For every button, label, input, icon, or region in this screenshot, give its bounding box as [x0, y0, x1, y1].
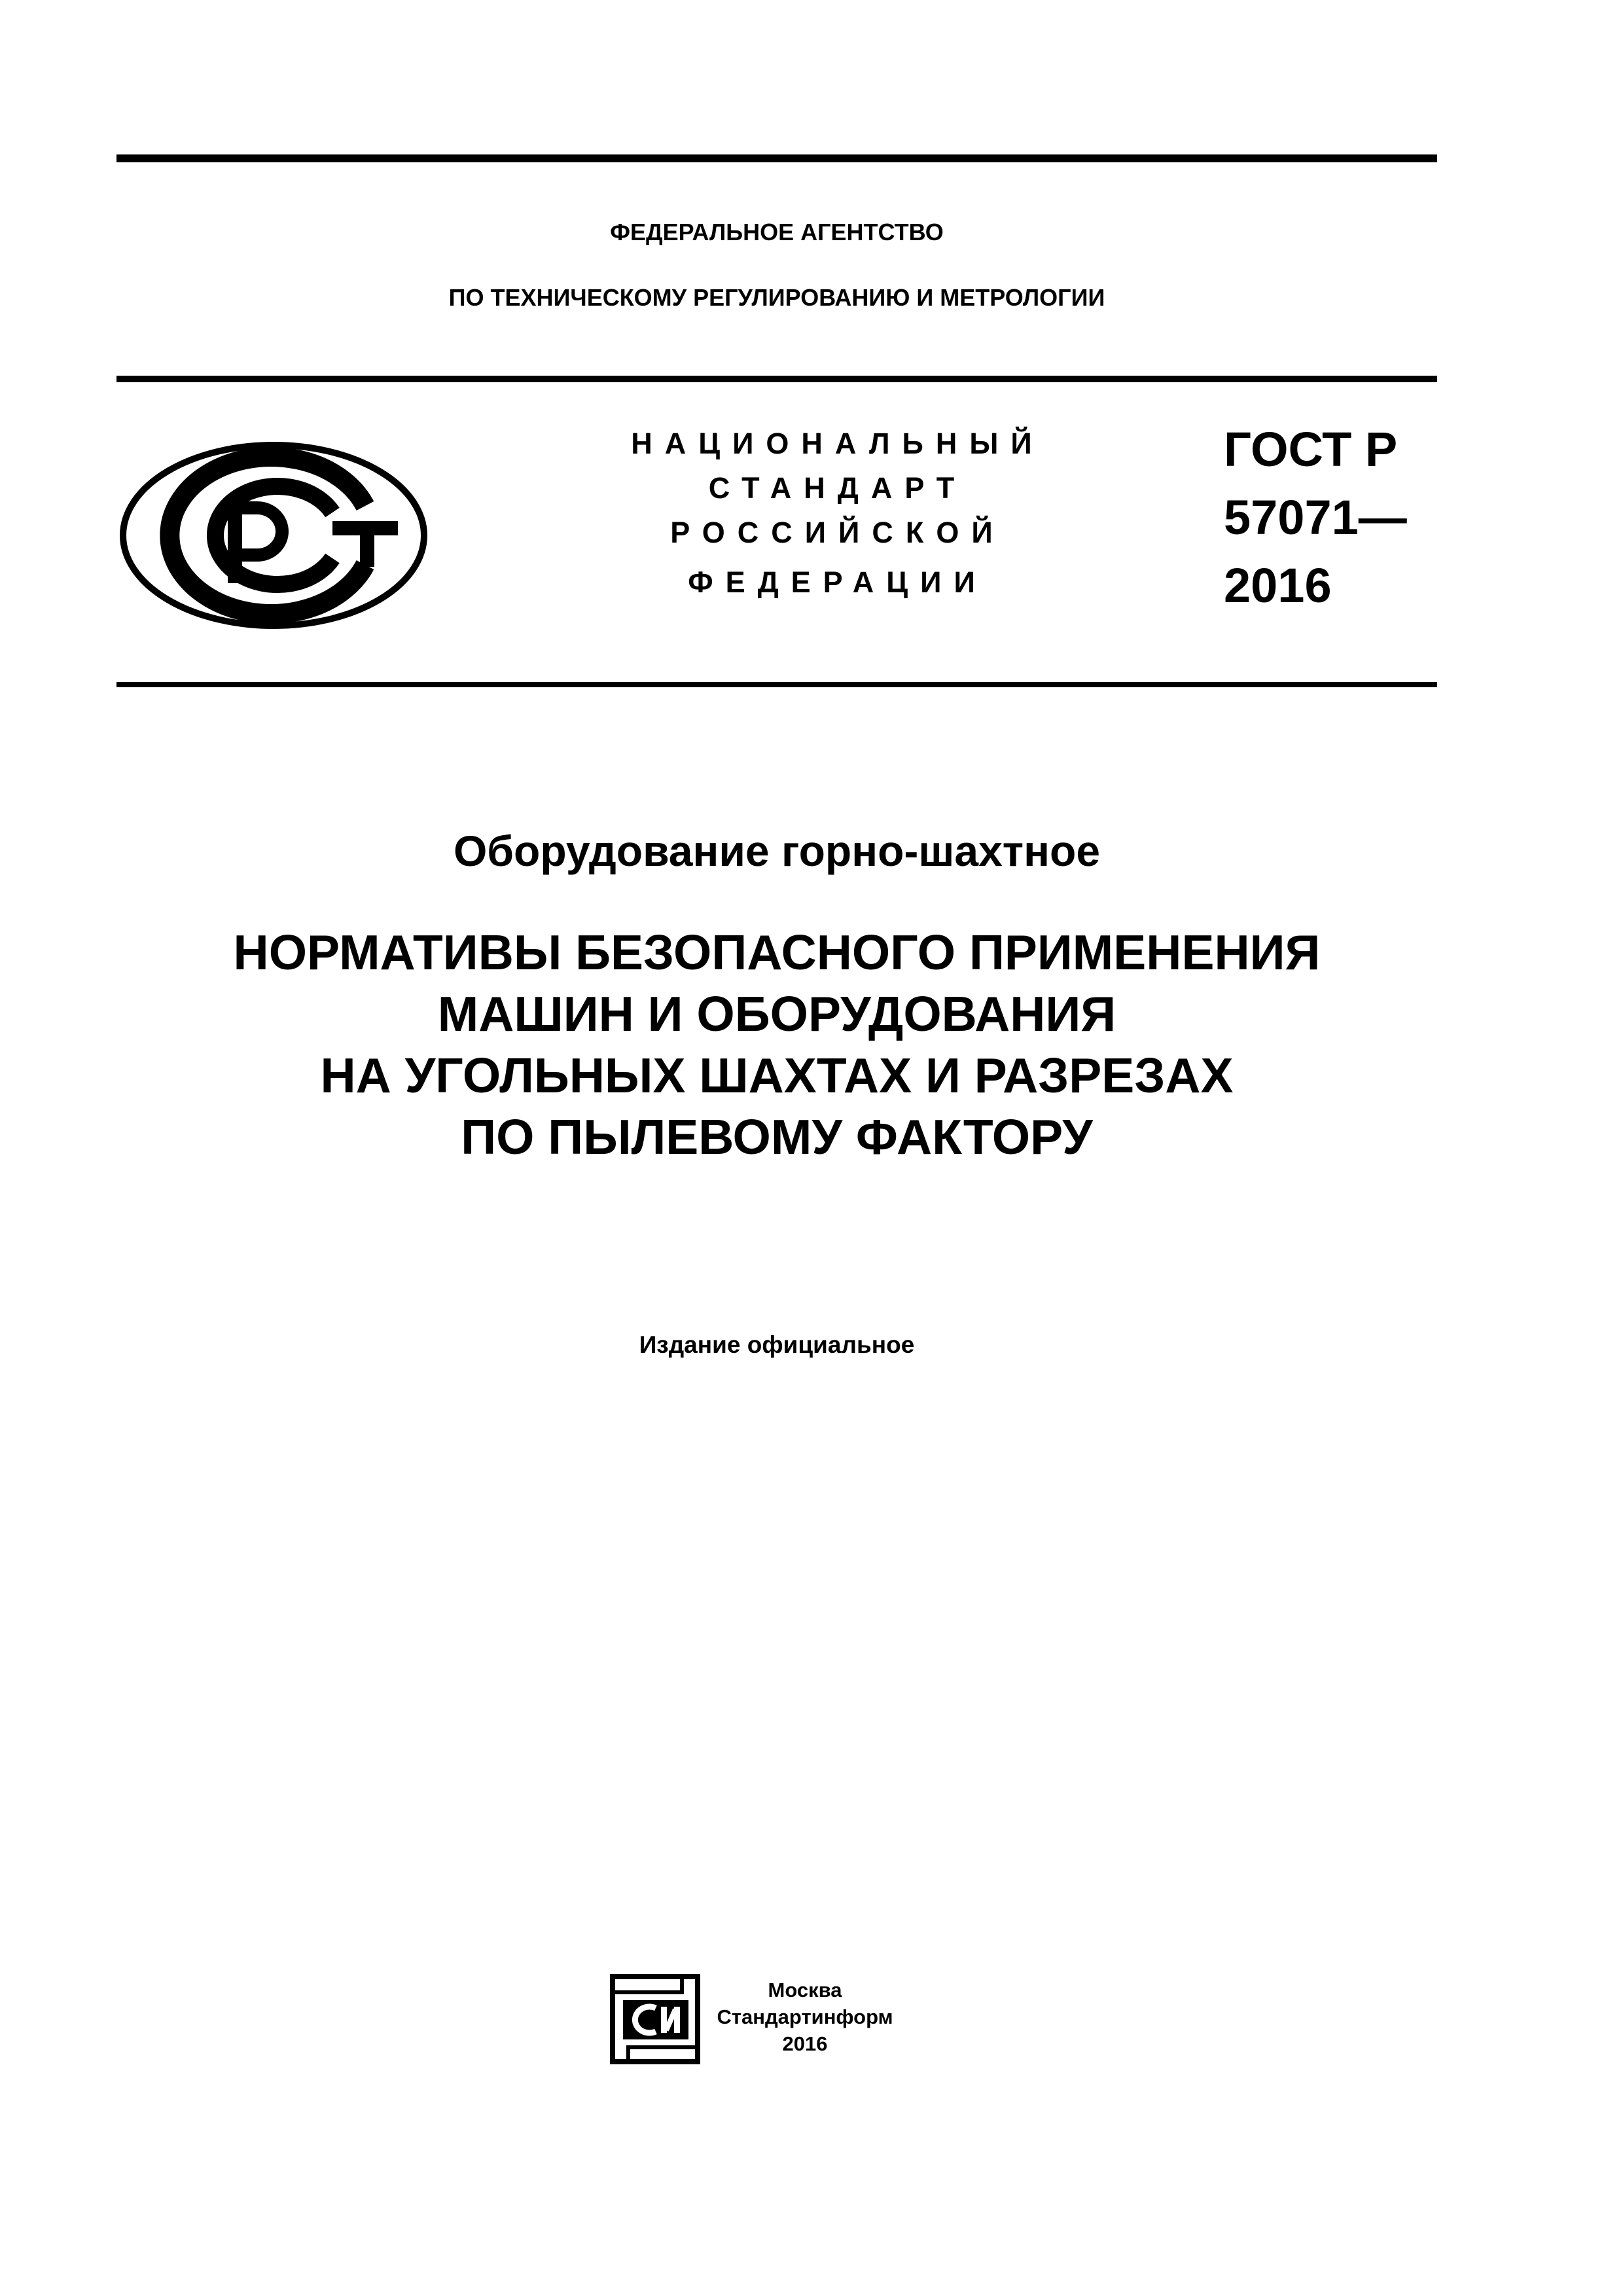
- agency-line-2: ПО ТЕХНИЧЕСКОМУ РЕГУЛИРОВАНИЮ И МЕТРОЛОГИИ: [448, 284, 1105, 311]
- gost-line-1: ГОСТ Р: [1224, 422, 1398, 476]
- publisher-year: 2016: [782, 2032, 828, 2055]
- publisher-city: Москва: [768, 1979, 842, 2001]
- top-rule: [116, 154, 1437, 162]
- standard-bottom-rule: [116, 682, 1437, 687]
- gost-line-3: 2016: [1224, 558, 1332, 613]
- agency-line-1: ФЕДЕРАЛЬНОЕ АГЕНТСТВО: [610, 219, 944, 245]
- standard-type-line-1: НАЦИОНАЛЬНЫЙ: [631, 427, 1044, 460]
- rst-logo: [116, 437, 431, 634]
- standard-type-line-3: РОССИЙСКОЙ: [670, 516, 1005, 549]
- edition-label: Издание официальное: [639, 1331, 915, 1358]
- document-title-line-1: НОРМАТИВЫ БЕЗОПАСНОГО ПРИМЕНЕНИЯ: [233, 925, 1321, 980]
- standard-type-line-4: ФЕДЕРАЦИИ: [688, 565, 988, 599]
- document-title-line-3: НА УГОЛЬНЫХ ШАХТАХ И РАЗРЕЗАХ: [320, 1048, 1234, 1103]
- standard-top-rule: [116, 376, 1437, 382]
- document-title-line-2: МАШИН И ОБОРУДОВАНИЯ: [437, 986, 1116, 1041]
- document-title-line-4: ПО ПЫЛЕВОМУ ФАКТОРУ: [461, 1109, 1093, 1164]
- document-subtitle: Оборудование горно-шахтное: [453, 827, 1101, 875]
- publisher-name: Стандартинформ: [717, 2005, 893, 2028]
- gost-line-2: 57071—: [1224, 490, 1407, 545]
- standard-type-line-2: СТАНДАРТ: [708, 471, 967, 505]
